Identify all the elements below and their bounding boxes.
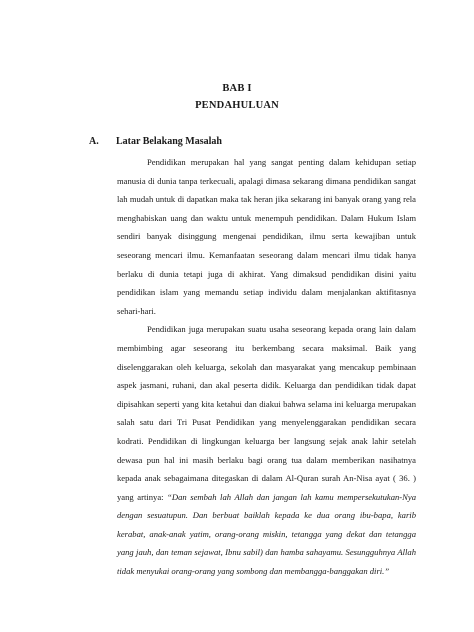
paragraph-2-text: Pendidikan juga merupakan suatu usaha seseorang kepada orang lain dalam membimbing agar seseorang itu berkembang secara maksimal. Baik yang diselenggarakan oleh keluarga, sekolah dan masyarakat yang mencakup pembinaan aspek jasmani, ruhani, dan akal peserta didik. Keluarga dan pendidikan tidak dapat dipisahkan seperti yang kita ketahui dan diakui bahwa selama ini keluarga merupakan salah satu dari Tri Pusat Pendidikan yang menyelenggarakan pendidikan secara kodrati. Pendidikan di lingkungan keluarga ber langsung sejak anak lahir setelah dewasa pun hal ini masih berlaku bagi orang tua dalam memberikan nasihatnya kepada anak sebagaimana ditegaskan di dalam Al-Quran surah An-Nisa ayat ( 36. ) yang artinya: <box>117 324 416 502</box>
body-text <box>117 153 416 581</box>
quran-quote: “Dan sembah lah Allah dan jangan lah kamu mempersekutukan-Nya dengan sesuatupun. Dan berbuat baiklah kepada ke dua orang ibu-bapa, karib kerabat, anak-anak yatim, orang-orang miskin, tetangga yang dekat dan tetangga yang jauh, dan teman sejawat, Ibnu sabil) dan hamba sahayamu. Sesungguhnya Allah tidak menyukai orang-orang yang sombong dan membangga-banggakan diri.” <box>117 491 417 577</box>
section-heading <box>89 136 222 147</box>
chapter-number: BAB I <box>222 83 252 94</box>
section-letter: A. <box>89 136 99 147</box>
section-title: Latar Belakang Masalah <box>116 136 222 147</box>
paragraph-1 <box>117 153 416 320</box>
chapter-title: PENDAHULUAN <box>195 100 279 111</box>
paragraph-2 <box>117 320 416 580</box>
paragraph-1-text: Pendidikan merupakan hal yang sangat penting dalam kehidupan setiap manusia di dunia tanpa terkecuali, apalagi dimasa sekarang dimana pendidikan sangat lah mudah untuk di dapatkan maka tak heran jika sekarang ini banyak orang yang rela menghabiskan uang dan waktu untuk menempuh pendidikan. Dalam Hukum Islam sendiri banyak disinggung mengenai pendidikan, ilmu serta kewajiban untuk seseorang mencari ilmu. Kemanfaatan seseorang dalam mencari ilmu tidak hanya berlaku di dunia tetapi juga di akhirat. Yang dimaksud pendidikan disini yaitu pendidikan islam yang memandu setiap individu dalam menjalankan aktifitasnya sehari-hari. <box>117 157 416 316</box>
